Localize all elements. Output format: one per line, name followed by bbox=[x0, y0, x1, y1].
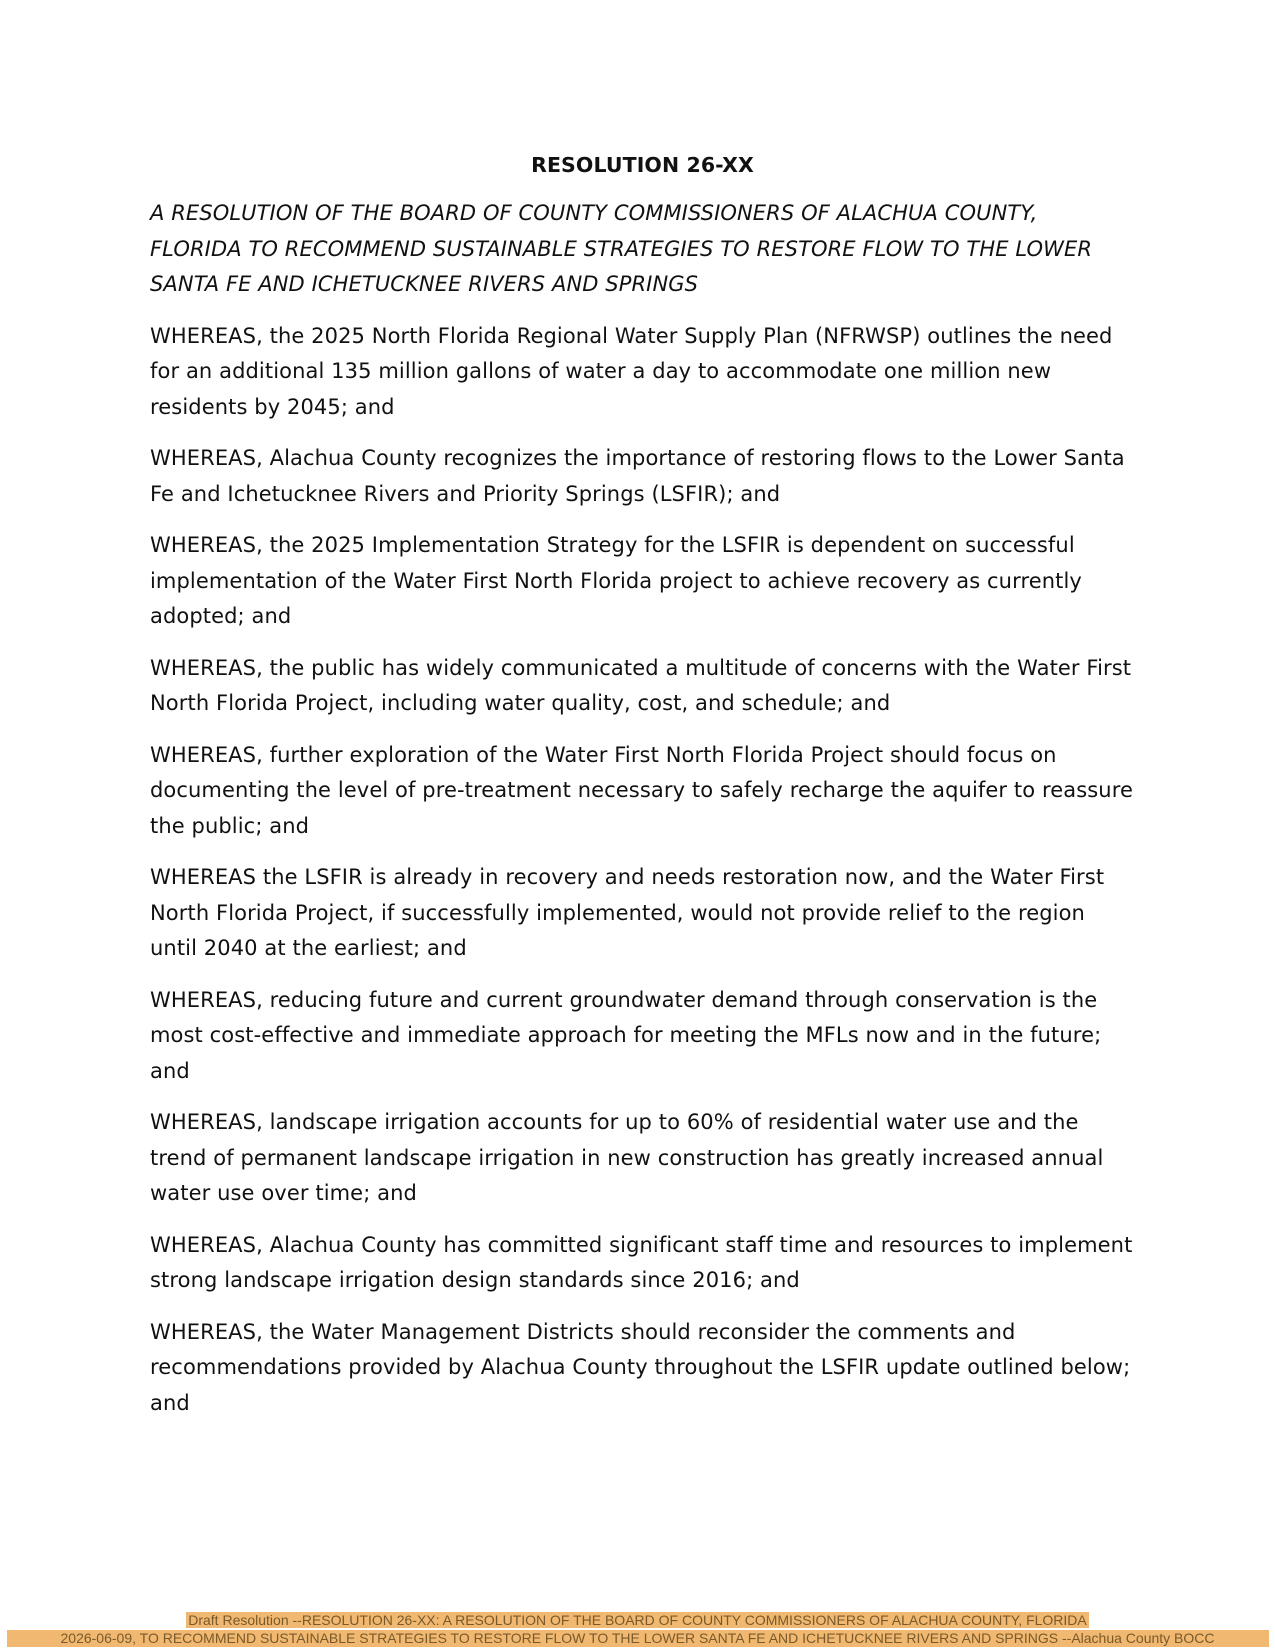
whereas-paragraph: WHEREAS, the public has widely communicated a multitude of concerns with the Water First North Florida Project, including water quality, cost, and schedule; and bbox=[150, 655, 1132, 715]
whereas-paragraph: WHEREAS, reducing future and current groundwater demand through conservation is the most cost-effective and immediate approach for meeting the MFLs now and in the future; and bbox=[150, 987, 1102, 1083]
whereas-paragraph: WHEREAS, Alachua County recognizes the importance of restoring flows to the Lower Santa Fe and Ichetucknee Rivers and Priority Springs (LSFIR); and bbox=[150, 446, 1125, 506]
resolution-subtitle: A RESOLUTION OF THE BOARD OF COUNTY COMMISSIONERS OF ALACHUA COUNTY, FLORIDA TO RECOMMEND SUSTAINABLE STRATEGIES TO RESTORE FLOW TO THE LOWER SANTA FE AND ICHETUCKNEE RIVERS AND SPRINGS bbox=[150, 201, 1093, 296]
whereas-paragraph: WHEREAS, Alachua County has committed significant staff time and resources to implement strong landscape irrigation design standards since 2016; and bbox=[150, 1232, 1133, 1292]
whereas-paragraph: WHEREAS, the 2025 North Florida Regional Water Supply Plan (NFRWSP) outlines the need for an additional 135 million gallons of water a day to accommodate one million new residents by 2045; and bbox=[150, 323, 1113, 419]
whereas-paragraph: WHEREAS the LSFIR is already in recovery and needs restoration now, and the Water First North Florida Project, if successfully implemented, would not provide relief to the region until 2040 at the earliest; and bbox=[150, 865, 1105, 960]
footer-line-2 bbox=[0, 1630, 1275, 1648]
whereas-paragraph: WHEREAS, the 2025 Implementation Strategy for the LSFIR is dependent on successful implementation of the Water First North Florida project to achieve recovery as currently adopted; and bbox=[150, 533, 1082, 628]
footer-text-2: 2026-06-09, TO RECOMMEND SUSTAINABLE STRATEGIES TO RESTORE FLOW TO THE LOWER SANTA FE AND ICHETUCKNEE RIVERS AND SPRINGS --Alachua County BOCC bbox=[7, 1630, 1269, 1648]
whereas-paragraph: WHEREAS, landscape irrigation accounts for up to 60% of residential water use and the trend of permanent landscape irrigation in new construction has greatly increased annual water use over time; and bbox=[150, 1110, 1104, 1205]
whereas-paragraph: WHEREAS, the Water Management Districts should reconsider the comments and recommendations provided by Alachua County throughout the LSFIR update outlined below; and bbox=[150, 1319, 1131, 1415]
footer-text-1: Draft Resolution --RESOLUTION 26-XX: A RESOLUTION OF THE BOARD OF COUNTY COMMISSIONERS OF ALACHUA COUNTY, FLORIDA bbox=[188, 1612, 1087, 1628]
page-footer bbox=[0, 1612, 1275, 1647]
footer-line-1 bbox=[0, 1612, 1275, 1630]
resolution-title: RESOLUTION 26-XX bbox=[531, 153, 754, 177]
whereas-paragraph: WHEREAS, further exploration of the Water First North Florida Project should focus on documenting the level of pre-treatment necessary to safely recharge the aquifer to reassure the public; and bbox=[150, 742, 1134, 838]
document-body bbox=[150, 150, 1135, 1437]
